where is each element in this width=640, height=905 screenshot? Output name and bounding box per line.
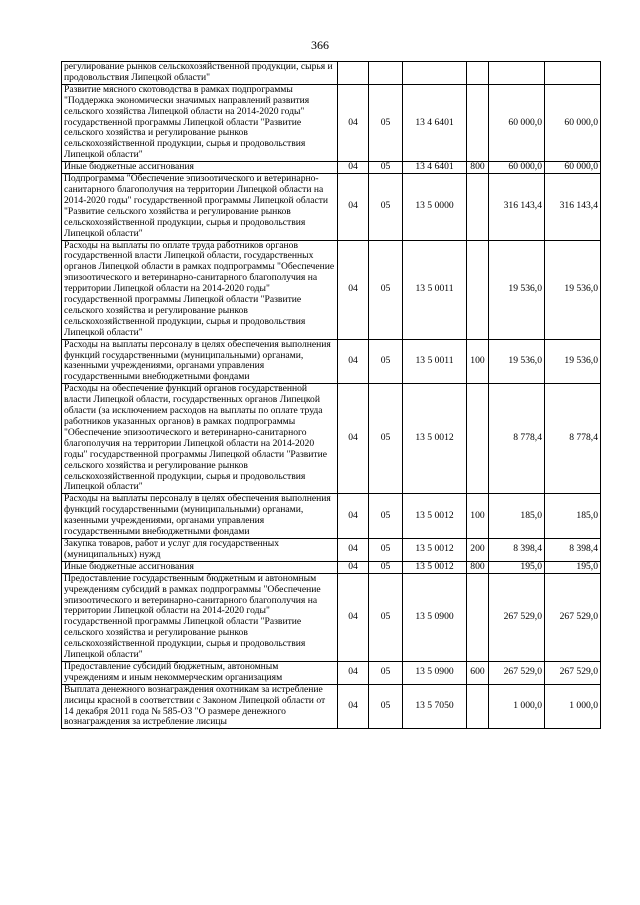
table-row bbox=[62, 573, 601, 661]
expense-type-cell bbox=[467, 240, 489, 339]
expense-type-cell bbox=[467, 62, 489, 85]
expense-type-cell bbox=[467, 384, 489, 494]
table-row bbox=[62, 174, 601, 240]
item-name-cell: Расходы на обеспечение функций органов государственной власти Липецкой области, государственных органов Липецкой области (за исключением расходов на выплаты по оплате труда работников указанных органов) в рамках подпрограммы "Обеспечение эпизоотического и ветеринарно-санитарного благополучия на территории Липецкой области на 2014-2020 годы" государственной программы Липецкой области "Развитие сельского хозяйства и регулирование рынков сельскохозяйственной продукции, сырья и продовольствия Липецкой области" bbox=[62, 384, 338, 494]
target-article-cell: 13 5 0900 bbox=[403, 661, 467, 684]
amount-cell: 267 529,0 bbox=[545, 661, 601, 684]
table-row bbox=[62, 84, 601, 161]
expense-type-cell: 600 bbox=[467, 661, 489, 684]
amount-cell: 60 000,0 bbox=[489, 162, 545, 174]
subsection-code-cell: 05 bbox=[369, 162, 403, 174]
subsection-code-cell: 05 bbox=[369, 661, 403, 684]
target-article-cell: 13 5 7050 bbox=[403, 684, 467, 729]
target-article-cell: 13 5 0000 bbox=[403, 174, 467, 240]
amount-cell: 19 536,0 bbox=[545, 240, 601, 339]
target-article-cell: 13 5 0012 bbox=[403, 561, 467, 573]
amount-cell: 185,0 bbox=[545, 494, 601, 539]
target-article-cell: 13 5 0012 bbox=[403, 538, 467, 561]
amount-cell: 267 529,0 bbox=[545, 573, 601, 661]
item-name-cell: Развитие мясного скотоводства в рамках подпрограммы "Поддержка экономически значимых направлений развития сельского хозяйства Липецкой области на 2014-2020 годы" государственной программы Липецкой области "Развитие сельского хозяйства и регулирование рынков сельскохозяйственной продукции, сырья и продовольствия Липецкой области" bbox=[62, 84, 338, 161]
table-row bbox=[62, 538, 601, 561]
item-name-cell: Подпрограмма "Обеспечение эпизоотического и ветеринарно-санитарного благополучия на территории Липецкой области на 2014-2020 годы" государственной программы Липецкой области "Развитие сельского хозяйства и регулирование рынков сельскохозяйственной продукции, сырья и продовольствия Липецкой области" bbox=[62, 174, 338, 240]
expense-type-cell: 100 bbox=[467, 339, 489, 384]
table-row bbox=[62, 684, 601, 729]
table-row bbox=[62, 494, 601, 539]
amount-cell: 8 398,4 bbox=[489, 538, 545, 561]
item-name-cell: Иные бюджетные ассигнования bbox=[62, 162, 338, 174]
subsection-code-cell: 05 bbox=[369, 84, 403, 161]
item-name-cell: Предоставление государственным бюджетным и автономным учреждениям субсидий в рамках подпрограммы "Обеспечение эпизоотического и ветеринарно-санитарного благополучия на территории Липецкой области на 2014-2020 годы" государственной программы Липецкой области "Развитие сельского хозяйства и регулирование рынков сельскохозяйственной продукции, сырья и продовольствия Липецкой области" bbox=[62, 573, 338, 661]
amount-cell: 267 529,0 bbox=[489, 573, 545, 661]
target-article-cell: 13 5 0011 bbox=[403, 339, 467, 384]
target-article-cell: 13 5 0012 bbox=[403, 384, 467, 494]
amount-cell: 8 398,4 bbox=[545, 538, 601, 561]
expense-type-cell: 800 bbox=[467, 162, 489, 174]
target-article-cell: 13 4 6401 bbox=[403, 162, 467, 174]
section-code-cell: 04 bbox=[338, 339, 369, 384]
amount-cell: 60 000,0 bbox=[489, 84, 545, 161]
item-name-cell: Расходы на выплаты по оплате труда работников органов государственной власти Липецкой области, государственных органов Липецкой области в рамках подпрограммы "Обеспечение эпизоотического и ветеринарно-санитарного благополучия на территории Липецкой области на 2014-2020 годы" государственной программы Липецкой области "Развитие сельского хозяйства и регулирование рынков сельскохозяйственной продукции, сырья и продовольствия Липецкой области" bbox=[62, 240, 338, 339]
amount-cell: 316 143,4 bbox=[545, 174, 601, 240]
item-name-cell: регулирование рынков сельскохозяйственной продукции, сырья и продовольствия Липецкой области" bbox=[62, 62, 338, 85]
section-code-cell: 04 bbox=[338, 384, 369, 494]
subsection-code-cell: 05 bbox=[369, 384, 403, 494]
amount-cell: 185,0 bbox=[489, 494, 545, 539]
section-code-cell: 04 bbox=[338, 174, 369, 240]
section-code-cell: 04 bbox=[338, 561, 369, 573]
expense-type-cell: 200 bbox=[467, 538, 489, 561]
table-row bbox=[62, 384, 601, 494]
item-name-cell: Иные бюджетные ассигнования bbox=[62, 561, 338, 573]
item-name-cell: Выплата денежного вознаграждения охотникам за истребление лисицы красной в соответствии с Законом Липецкой области от 14 декабря 2011 года № 585-ОЗ "О размере денежного вознаграждения за истребление лисицы bbox=[62, 684, 338, 729]
subsection-code-cell: 05 bbox=[369, 538, 403, 561]
section-code-cell: 04 bbox=[338, 684, 369, 729]
subsection-code-cell: 05 bbox=[369, 684, 403, 729]
table-row bbox=[62, 339, 601, 384]
amount-cell: 267 529,0 bbox=[489, 661, 545, 684]
amount-cell: 60 000,0 bbox=[545, 84, 601, 161]
section-code-cell: 04 bbox=[338, 661, 369, 684]
amount-cell bbox=[545, 62, 601, 85]
section-code-cell bbox=[338, 62, 369, 85]
subsection-code-cell: 05 bbox=[369, 240, 403, 339]
target-article-cell: 13 5 0011 bbox=[403, 240, 467, 339]
table-row bbox=[62, 661, 601, 684]
amount-cell: 19 536,0 bbox=[545, 339, 601, 384]
expense-type-cell bbox=[467, 174, 489, 240]
item-name-cell: Расходы на выплаты персоналу в целях обеспечения выполнения функций государственными (муниципальными) органами, казенными учреждениями, органами управления государственными внебюджетными фондами bbox=[62, 339, 338, 384]
subsection-code-cell: 05 bbox=[369, 174, 403, 240]
amount-cell: 60 000,0 bbox=[545, 162, 601, 174]
amount-cell bbox=[489, 62, 545, 85]
expense-type-cell bbox=[467, 684, 489, 729]
section-code-cell: 04 bbox=[338, 240, 369, 339]
expense-type-cell: 800 bbox=[467, 561, 489, 573]
subsection-code-cell: 05 bbox=[369, 561, 403, 573]
section-code-cell: 04 bbox=[338, 538, 369, 561]
item-name-cell: Расходы на выплаты персоналу в целях обеспечения выполнения функций государственными (муниципальными) органами, казенными учреждениями, органами управления государственными внебюджетными фондами bbox=[62, 494, 338, 539]
amount-cell: 195,0 bbox=[545, 561, 601, 573]
subsection-code-cell: 05 bbox=[369, 494, 403, 539]
amount-cell: 1 000,0 bbox=[545, 684, 601, 729]
item-name-cell: Закупка товаров, работ и услуг для государственных (муниципальных) нужд bbox=[62, 538, 338, 561]
item-name-cell: Предоставление субсидий бюджетным, автономным учреждениям и иным некоммерческим организациям bbox=[62, 661, 338, 684]
expense-type-cell: 100 bbox=[467, 494, 489, 539]
section-code-cell: 04 bbox=[338, 573, 369, 661]
budget-table bbox=[61, 61, 601, 729]
section-code-cell: 04 bbox=[338, 494, 369, 539]
table-row bbox=[62, 240, 601, 339]
amount-cell: 19 536,0 bbox=[489, 339, 545, 384]
section-code-cell: 04 bbox=[338, 84, 369, 161]
subsection-code-cell: 05 bbox=[369, 339, 403, 384]
subsection-code-cell bbox=[369, 62, 403, 85]
amount-cell: 195,0 bbox=[489, 561, 545, 573]
amount-cell: 19 536,0 bbox=[489, 240, 545, 339]
amount-cell: 8 778,4 bbox=[545, 384, 601, 494]
table-row bbox=[62, 62, 601, 85]
target-article-cell: 13 5 0900 bbox=[403, 573, 467, 661]
table-row bbox=[62, 162, 601, 174]
target-article-cell: 13 5 0012 bbox=[403, 494, 467, 539]
expense-type-cell bbox=[467, 84, 489, 161]
amount-cell: 8 778,4 bbox=[489, 384, 545, 494]
subsection-code-cell: 05 bbox=[369, 573, 403, 661]
target-article-cell: 13 4 6401 bbox=[403, 84, 467, 161]
target-article-cell bbox=[403, 62, 467, 85]
amount-cell: 1 000,0 bbox=[489, 684, 545, 729]
expense-type-cell bbox=[467, 573, 489, 661]
amount-cell: 316 143,4 bbox=[489, 174, 545, 240]
section-code-cell: 04 bbox=[338, 162, 369, 174]
page-number: 366 bbox=[311, 38, 329, 52]
table-row bbox=[62, 561, 601, 573]
